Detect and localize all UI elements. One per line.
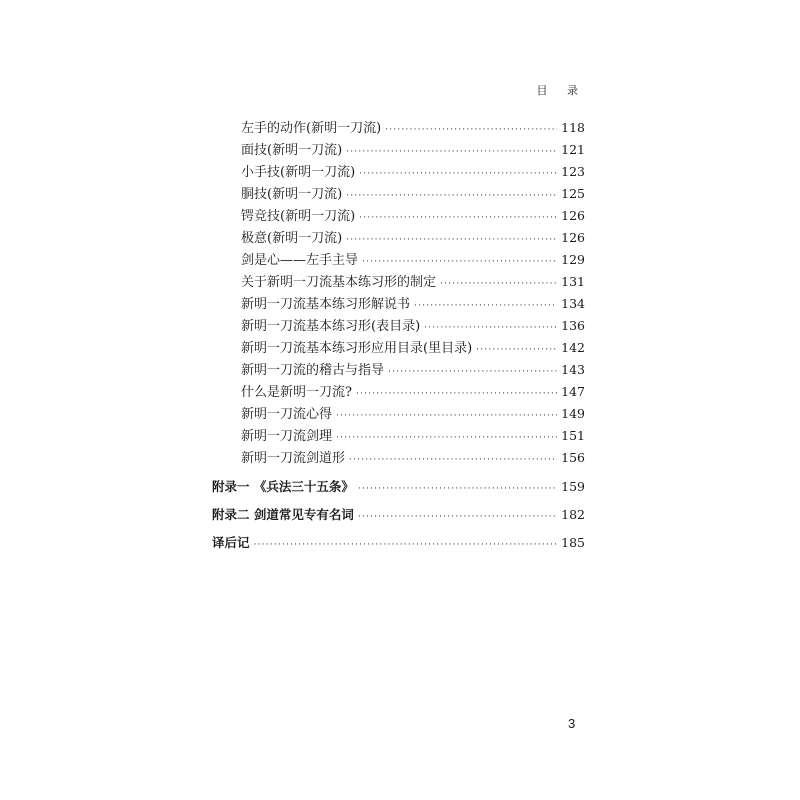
toc-entry-title: 什么是新明一刀流?	[241, 385, 352, 400]
toc-entry-title: 新明一刀流剑道形	[241, 451, 346, 466]
toc-entry	[241, 404, 585, 424]
toc-entry	[241, 382, 585, 402]
toc-entry	[241, 184, 585, 204]
dot-leader	[440, 274, 557, 294]
toc-appendix-page: 185	[561, 535, 585, 550]
dot-leader	[336, 406, 557, 426]
toc-appendix-page: 159	[561, 479, 585, 494]
toc-appendix-title: 附录一 《兵法三十五条》	[212, 479, 354, 494]
toc-entry-page: 131	[561, 274, 585, 289]
toc-entry	[241, 338, 585, 358]
toc-entry-page: 126	[561, 208, 585, 223]
dot-leader	[476, 340, 557, 360]
toc-entry-page: 118	[561, 120, 585, 135]
toc-entry	[241, 228, 585, 248]
dot-leader	[388, 362, 557, 382]
dot-leader	[359, 164, 557, 184]
toc-entry	[241, 426, 585, 446]
toc-entry-title: 新明一刀流基本练习形应用目录(里目录)	[241, 341, 473, 356]
toc-appendix-title: 译后记	[212, 535, 250, 550]
toc-entry	[241, 448, 585, 468]
dot-leader	[362, 252, 557, 272]
toc-entry-page: 125	[561, 186, 585, 201]
dot-leader	[356, 384, 557, 404]
dot-leader	[414, 296, 557, 316]
toc-entry-title: 左手的动作(新明一刀流)	[241, 121, 382, 136]
toc-entry-page: 143	[561, 362, 585, 377]
toc-entry	[241, 206, 585, 226]
toc-entry-page: 129	[561, 252, 585, 267]
toc-entry-page: 126	[561, 230, 585, 245]
toc-entry-title: 剑是心——左手主导	[241, 253, 359, 268]
page-number: 3	[568, 716, 576, 731]
toc-entry-page: 136	[561, 318, 585, 333]
toc-entry-page: 149	[561, 406, 585, 421]
toc-entry-title: 极意(新明一刀流)	[241, 231, 343, 246]
dot-leader	[254, 535, 558, 555]
dot-leader	[336, 428, 557, 448]
toc-entry-title: 面技(新明一刀流)	[241, 143, 343, 158]
toc-entry	[241, 250, 585, 270]
toc-entry-title: 新明一刀流剑理	[241, 429, 333, 444]
toc-entry-title: 新明一刀流基本练习形解说书	[241, 297, 411, 312]
toc-entry	[241, 118, 585, 138]
toc-entry	[241, 140, 585, 160]
toc-entry-title: 锷竞技(新明一刀流)	[241, 209, 356, 224]
toc-entry-page: 134	[561, 296, 585, 311]
toc-appendix-entry	[212, 533, 585, 553]
dot-leader	[359, 208, 557, 228]
toc-appendix-page: 182	[561, 507, 585, 522]
toc-entry-title: 新明一刀流心得	[241, 407, 333, 422]
dot-leader	[424, 318, 557, 338]
toc-entry	[241, 316, 585, 336]
dot-leader	[346, 230, 557, 250]
toc-entry-page: 156	[561, 450, 585, 465]
dot-leader	[349, 450, 557, 470]
toc-entry	[241, 360, 585, 380]
toc-entry	[241, 272, 585, 292]
toc-entry-title: 小手技(新明一刀流)	[241, 165, 356, 180]
toc-entry-title: 新明一刀流的稽古与指导	[241, 363, 385, 378]
running-header: 目 录	[536, 84, 586, 97]
toc-entry-page: 142	[561, 340, 585, 355]
toc-entry	[241, 294, 585, 314]
toc-entry-title: 关于新明一刀流基本练习形的制定	[241, 275, 437, 290]
dot-leader	[346, 142, 557, 162]
toc-entry-page: 147	[561, 384, 585, 399]
dot-leader	[385, 120, 557, 140]
toc-entry-page: 151	[561, 428, 585, 443]
toc-appendix-entry	[212, 477, 585, 497]
toc-entry-title: 新明一刀流基本练习形(表目录)	[241, 319, 421, 334]
dot-leader	[346, 186, 557, 206]
dot-leader	[358, 479, 557, 499]
toc-entry-title: 胴技(新明一刀流)	[241, 187, 343, 202]
dot-leader	[358, 507, 557, 527]
toc-appendix-entry	[212, 505, 585, 525]
toc-entry-page: 121	[561, 142, 585, 157]
toc-entry	[241, 162, 585, 182]
toc-entry-page: 123	[561, 164, 585, 179]
toc-appendix-title: 附录二 剑道常见专有名词	[212, 507, 354, 522]
